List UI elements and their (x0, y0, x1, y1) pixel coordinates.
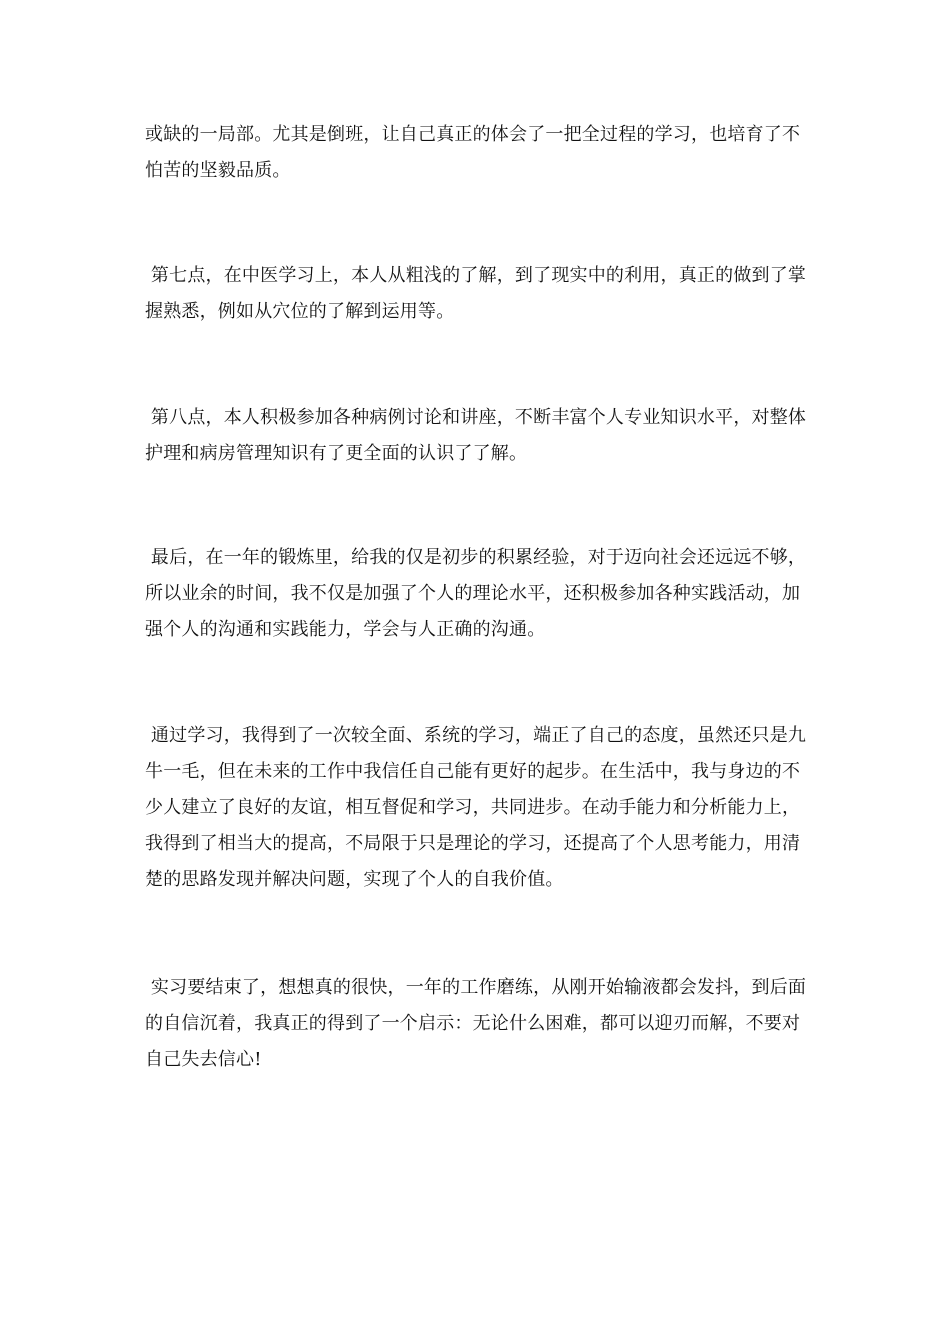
paragraph-2: 第七点，在中医学习上，本人从粗浅的了解，到了现实中的利用，真正的做到了掌握熟悉，例如从穴位的了解到运用等。 (145, 265, 807, 322)
paragraph-5: 通过学习，我得到了一次较全面、系统的学习，端正了自己的态度，虽然还只是九牛一毛，但在未来的工作中我信任自己能有更好的起步。在生活中，我与身边的不少人建立了良好的友谊，相互督促和学习，共同进步。在动手能力和分析能力上，我得到了相当大的提高，不局限于只是理论的学习，还提高了个人思考能力，用清楚的思路发现并解决问题，实现了个人的自我价值。 (145, 725, 807, 890)
paragraph-3: 第八点，本人积极参加各种病例讨论和讲座，不断丰富个人专业知识水平，对整体护理和病房管理知识有了更全面的认识了了解。 (145, 407, 807, 464)
paragraph-4: 最后，在一年的锻炼里，给我的仅是初步的积累经验，对于迈向社会还远远不够，所以业余的时间，我不仅是加强了个人的理论水平，还积极参加各种实践活动，加强个人的沟通和实践能力，学会与人正确的沟通。 (145, 547, 807, 640)
paragraph-1: 或缺的一局部。尤其是倒班，让自己真正的体会了一把全过程的学习，也培育了不怕苦的坚毅品质。 (145, 124, 801, 181)
paragraph-6: 实习要结束了，想想真的很快，一年的工作磨练，从刚开始输液都会发抖，到后面的自信沉着，我真正的得到了一个启示：无论什么困难，都可以迎刃而解，不要对自己失去信心! (145, 977, 807, 1070)
